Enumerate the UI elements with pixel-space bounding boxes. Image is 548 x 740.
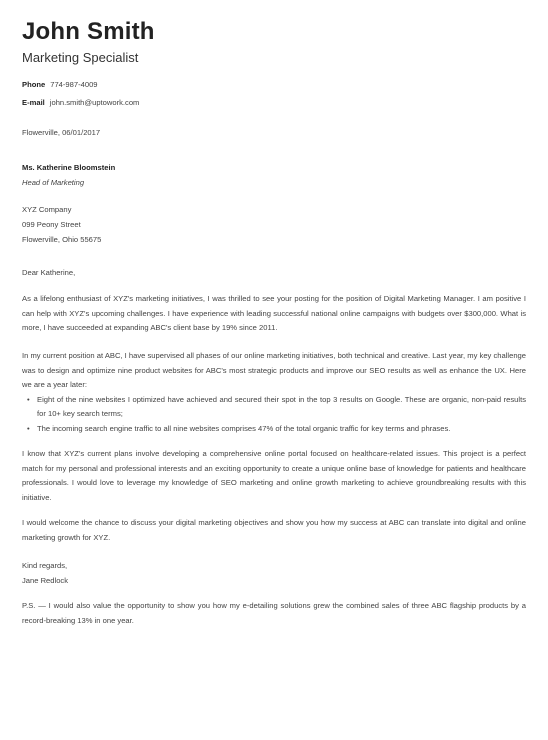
applicant-name: John Smith bbox=[22, 18, 155, 45]
paragraph-2-text: In my current position at ABC, I have supervised all phases of our online marketing initiatives, both technical and creative. Last year, my key challenge was to design and optimize nine product websites for ABC's most strategic products and improve our SEO results as well as enhance the UX. Here we are a year later: bbox=[22, 351, 526, 389]
signature-name: Jane Redlock bbox=[22, 576, 69, 585]
phone-label: Phone bbox=[22, 80, 46, 89]
address-street: 099 Peony Street bbox=[22, 220, 81, 229]
place-date: Flowerville, 06/01/2017 bbox=[22, 128, 101, 137]
recipient-title: Head of Marketing bbox=[22, 178, 85, 187]
phone-value: 774-987-4009 bbox=[50, 80, 98, 89]
paragraph-1: As a lifelong enthusiast of XYZ's marketing initiatives, I was thrilled to see your posting for the position of Digital Marketing Manager. I am positive I can help with XYZ's upcoming challenges. I have experience with leading successful national online campaigns with budgets over $300,000. What is more, I have succeeded at expanding ABC's client base by 19% since 2011. bbox=[22, 294, 526, 332]
phone-line bbox=[22, 80, 98, 89]
postscript: P.S. — I would also value the opportunity to show you how my e-detailing solutions grew the combined sales of three ABC flagship products by a record-breaking 13% in one year. bbox=[22, 601, 526, 625]
greeting: Dear Katherine, bbox=[22, 268, 76, 277]
address-company: XYZ Company bbox=[22, 205, 72, 214]
email-value: john.smith@uptowork.com bbox=[49, 98, 140, 107]
list-item: • Eight of the nine websites I optimized have achieved and secured their spot in the top 3 results on Google. These are organic, non-paid results for 10+ key search terms; bbox=[22, 393, 526, 422]
address-city: Flowerville, Ohio 55675 bbox=[22, 235, 102, 244]
applicant-title: Marketing Specialist bbox=[22, 50, 139, 65]
recipient-name: Ms. Katherine Bloomstein bbox=[22, 163, 116, 172]
closing-block bbox=[22, 558, 68, 588]
address-block bbox=[22, 202, 101, 247]
list-item: • The incoming search engine traffic to all nine websites comprises 47% of the total organic traffic for key terms and phrases. bbox=[22, 422, 526, 437]
paragraph-4: I would welcome the chance to discuss your digital marketing objectives and show you how my success at ABC can translate into digital and online marketing growth for XYZ. bbox=[22, 518, 526, 542]
paragraph-2 bbox=[22, 349, 526, 436]
recipient-block bbox=[22, 160, 115, 190]
email-line bbox=[22, 98, 139, 107]
email-label: E-mail bbox=[22, 98, 45, 107]
achievements-list bbox=[22, 393, 526, 437]
closing: Kind regards, bbox=[22, 561, 68, 570]
paragraph-3: I know that XYZ's current plans involve developing a comprehensive online portal focused on healthcare-related issues. This project is a perfect match for my personal and professional interests and an exciting opportunity to create a unique online base of knowledge for patients and healthcare professionals. I would love to leverage my knowledge of SEO marketing and online growth marketing to achieve groundbreaking results with this initiative. bbox=[22, 449, 526, 502]
